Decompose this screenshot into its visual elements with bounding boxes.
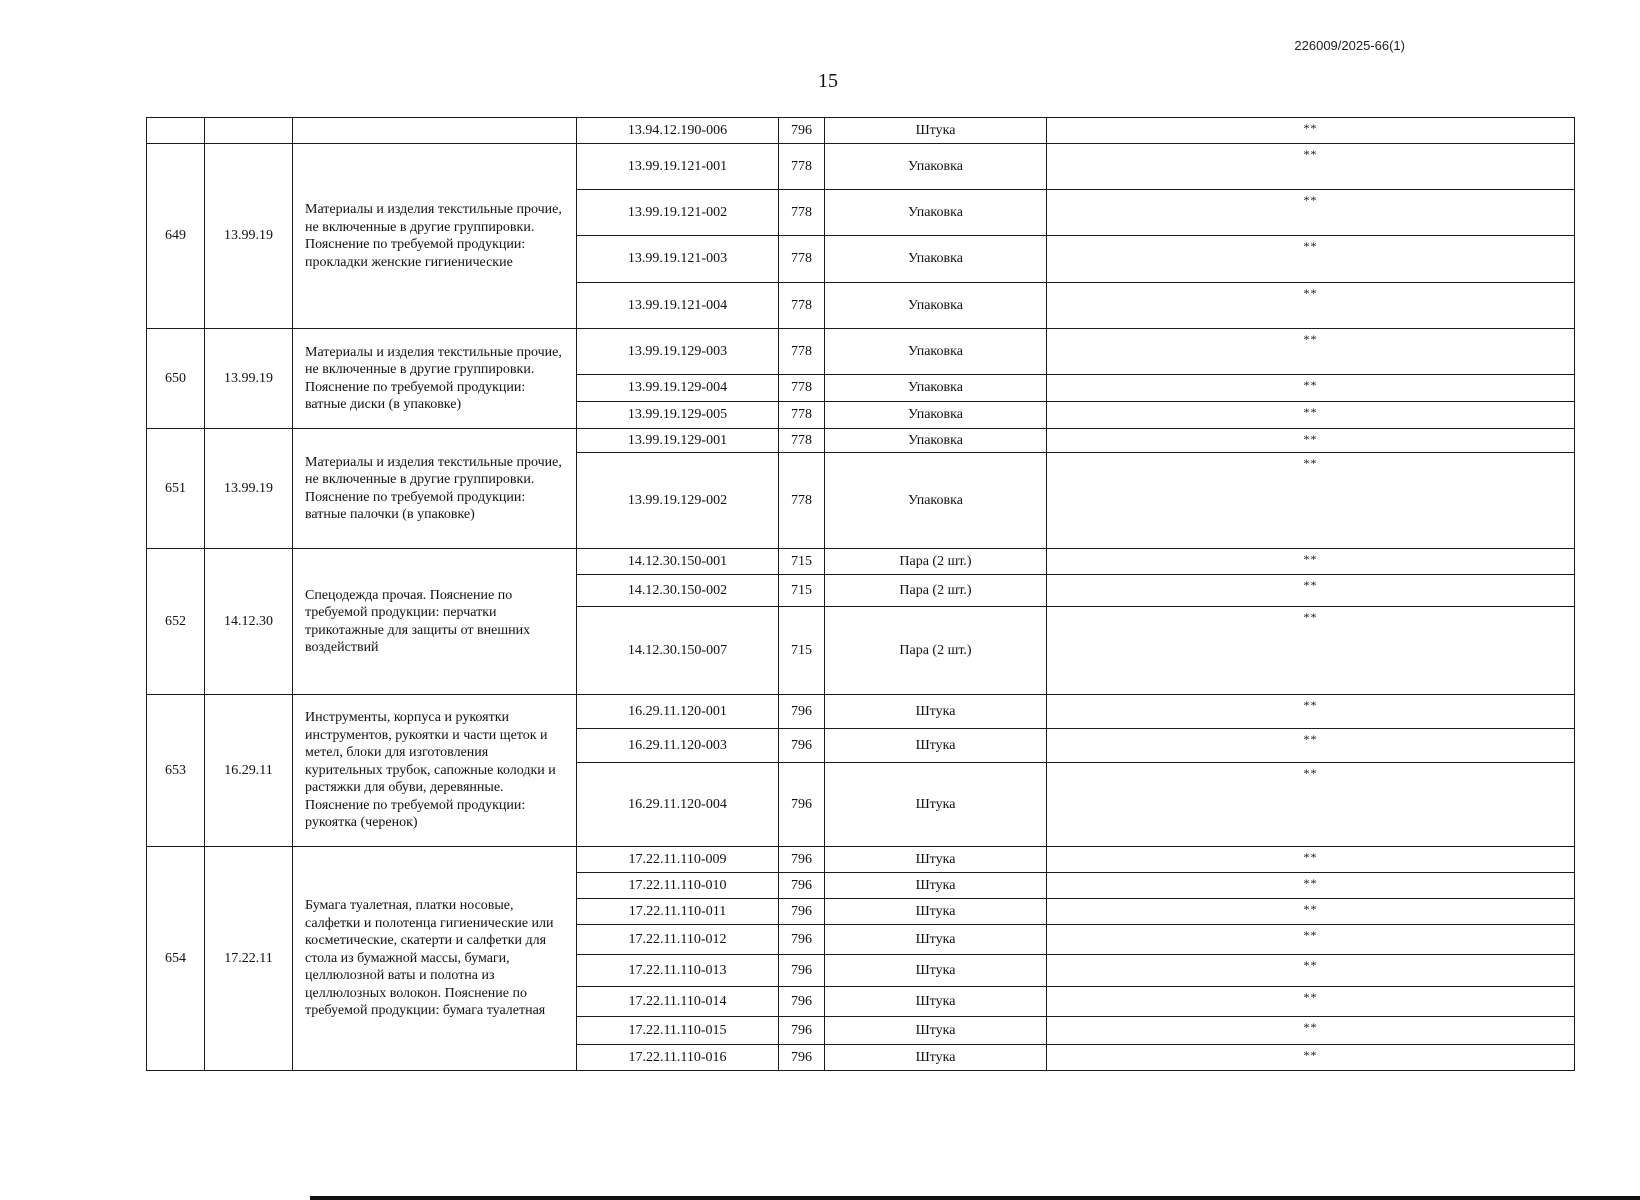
ktru-code: 17.22.11.110-011 [577,899,779,925]
product-description: Бумага туалетная, платки носовые, салфетки и полотенца гигиенические или косметические, скатерти и салфетки для стола из бумажной массы, бумаги, целлюлозной ваты и полотна из целлюлозных волокон. Пояснение по требуемой продукции: бумага туалетная [293,847,577,1071]
product-description: Спецодежда прочая. Пояснение по требуемой продукции: перчатки трикотажные для защиты от внешних воздействий [293,549,577,695]
mark: ** [1047,987,1575,1017]
mark-cell: ** [1047,118,1575,144]
okei-code: 778 [779,453,825,549]
unit-name: Штука [825,955,1047,987]
unit-name: Упаковка [825,236,1047,283]
okei-code: 778 [779,283,825,329]
mark: ** [1047,402,1575,429]
mark: ** [1047,1045,1575,1071]
mark: ** [1047,575,1575,607]
okei-code: 796 [779,695,825,729]
ktru-code: 14.12.30.150-007 [577,607,779,695]
table-body [147,118,1575,1071]
mark: ** [1047,283,1575,329]
mark: ** [1047,236,1575,283]
unit-name: Упаковка [825,190,1047,236]
mark: ** [1047,729,1575,763]
row-number: 650 [147,329,205,429]
unit-name: Штука [825,987,1047,1017]
unit-name: Штука [825,873,1047,899]
unit-name: Штука [825,695,1047,729]
ktru-code: 17.22.11.110-014 [577,987,779,1017]
ktru-code: 17.22.11.110-012 [577,925,779,955]
unit-name: Штука [825,729,1047,763]
unit-name: Штука [825,899,1047,925]
okei-code: 796 [779,729,825,763]
table-row [147,329,1575,375]
table-row [147,695,1575,729]
okei-code: 796 [779,987,825,1017]
mark: ** [1047,695,1575,729]
ktru-code: 14.12.30.150-002 [577,575,779,607]
okei-code: 796 [779,899,825,925]
okei-code: 778 [779,190,825,236]
row-number: 649 [147,144,205,329]
mark: ** [1047,899,1575,925]
num-cell [147,118,205,144]
mark: ** [1047,763,1575,847]
ktru-code: 17.22.11.110-013 [577,955,779,987]
okpd-code: 13.99.19 [205,429,293,549]
okei-code: 796 [779,1017,825,1045]
row-number: 653 [147,695,205,847]
ktru-code: 17.22.11.110-010 [577,873,779,899]
unit-name: Упаковка [825,329,1047,375]
okei-code: 796 [779,873,825,899]
okei-code: 796 [779,925,825,955]
ktru-code: 13.99.19.121-001 [577,144,779,190]
mark: ** [1047,955,1575,987]
okei-code: 778 [779,375,825,402]
unit-cell: Штука [825,118,1047,144]
okpd-code: 14.12.30 [205,549,293,695]
ktru-code: 13.99.19.129-002 [577,453,779,549]
unit-name: Штука [825,925,1047,955]
mark: ** [1047,144,1575,190]
mark: ** [1047,925,1575,955]
ktru-code: 16.29.11.120-004 [577,763,779,847]
unit-name: Упаковка [825,429,1047,453]
table-row [147,144,1575,190]
product-description: Материалы и изделия текстильные прочие, не включенные в другие группировки. Пояснение по требуемой продукции: ватные диски (в упаковке) [293,329,577,429]
mark: ** [1047,873,1575,899]
ktru-code: 17.22.11.110-009 [577,847,779,873]
table-row [147,847,1575,873]
ktru-code: 16.29.11.120-003 [577,729,779,763]
mark: ** [1047,847,1575,873]
row-number: 652 [147,549,205,695]
unit-name: Упаковка [825,283,1047,329]
document-id: 226009/2025-66(1) [1294,38,1405,53]
okpd-code: 16.29.11 [205,695,293,847]
unit-name: Штука [825,1017,1047,1045]
unit-name: Упаковка [825,144,1047,190]
okei-code: 715 [779,549,825,575]
okei-cell: 796 [779,118,825,144]
mark: ** [1047,375,1575,402]
products-table [146,117,1575,1071]
unit-name: Штука [825,763,1047,847]
product-description: Материалы и изделия текстильные прочие, не включенные в другие группировки. Пояснение по требуемой продукции: прокладки женские гигиенические [293,144,577,329]
page-number: 15 [818,70,838,92]
okpd-code: 13.99.19 [205,144,293,329]
unit-name: Пара (2 шт.) [825,549,1047,575]
table-row [147,429,1575,453]
okei-code: 778 [779,429,825,453]
row-number: 654 [147,847,205,1071]
okei-code: 796 [779,847,825,873]
desc-cell [293,118,577,144]
okei-code: 778 [779,402,825,429]
ktru-code: 13.99.19.129-005 [577,402,779,429]
okei-code: 715 [779,607,825,695]
okpd-code: 13.99.19 [205,329,293,429]
okei-code: 715 [779,575,825,607]
mark: ** [1047,549,1575,575]
ktru-code: 17.22.11.110-016 [577,1045,779,1071]
row-number: 651 [147,429,205,549]
product-description: Инструменты, корпуса и рукоятки инструментов, рукоятки и части щеток и метел, блоки для изготовления курительных трубок, сапожные колодки и растяжки для обуви, деревянные. Пояснение по требуемой продукции: рукоятка (черенок) [293,695,577,847]
table-row [147,549,1575,575]
ktru-code: 13.99.19.129-001 [577,429,779,453]
okei-code: 796 [779,1045,825,1071]
mark: ** [1047,1017,1575,1045]
mark: ** [1047,453,1575,549]
mark: ** [1047,429,1575,453]
product-description: Материалы и изделия текстильные прочие, не включенные в другие группировки. Пояснение по требуемой продукции: ватные палочки (в упаковке) [293,429,577,549]
okei-code: 796 [779,763,825,847]
mark: ** [1047,329,1575,375]
ktru-code: 17.22.11.110-015 [577,1017,779,1045]
ktru-code: 16.29.11.120-001 [577,695,779,729]
okei-code: 778 [779,329,825,375]
page-bottom-rule [310,1196,1640,1200]
unit-name: Упаковка [825,375,1047,402]
ktru-code: 13.99.19.121-004 [577,283,779,329]
unit-name: Упаковка [825,402,1047,429]
mark: ** [1047,190,1575,236]
ktru-code: 14.12.30.150-001 [577,549,779,575]
okpd-cell [205,118,293,144]
code-cell: 13.94.12.190-006 [577,118,779,144]
ktru-code: 13.99.19.121-003 [577,236,779,283]
ktru-code: 13.99.19.129-004 [577,375,779,402]
ktru-code: 13.99.19.129-003 [577,329,779,375]
okei-code: 796 [779,955,825,987]
unit-name: Штука [825,847,1047,873]
table-row [147,118,1575,144]
unit-name: Пара (2 шт.) [825,575,1047,607]
okpd-code: 17.22.11 [205,847,293,1071]
okei-code: 778 [779,236,825,283]
unit-name: Упаковка [825,453,1047,549]
okei-code: 778 [779,144,825,190]
mark: ** [1047,607,1575,695]
unit-name: Пара (2 шт.) [825,607,1047,695]
ktru-code: 13.99.19.121-002 [577,190,779,236]
unit-name: Штука [825,1045,1047,1071]
